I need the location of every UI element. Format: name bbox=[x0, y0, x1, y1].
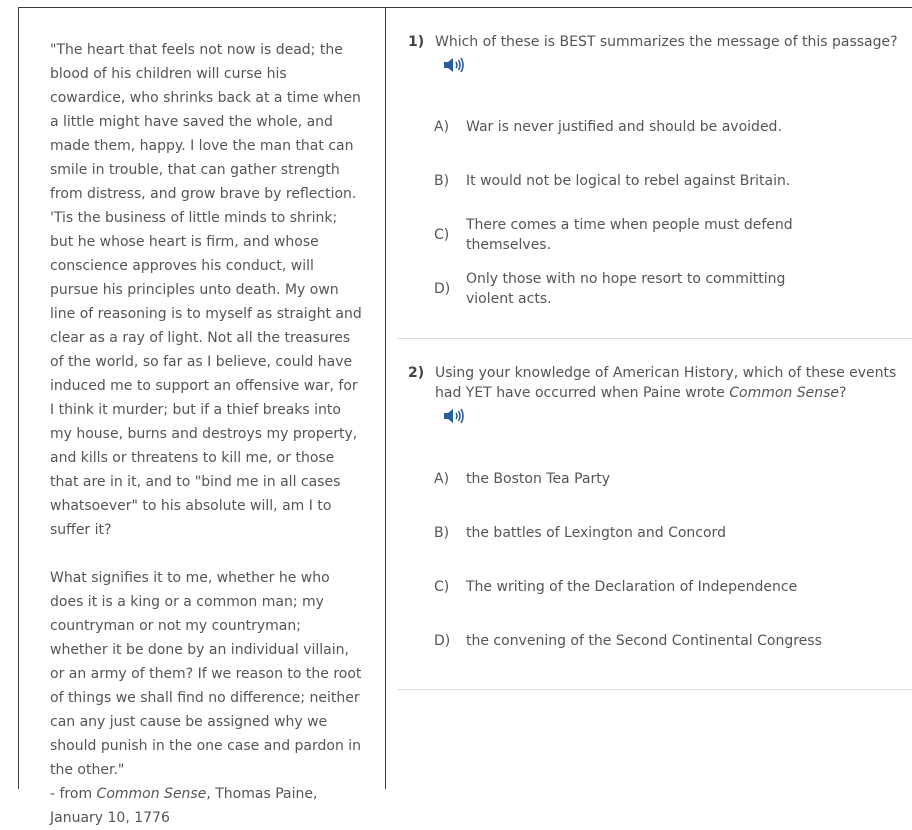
choice-letter: B) bbox=[434, 525, 450, 541]
question-1-choice-b[interactable] bbox=[434, 171, 826, 191]
choice-text: The writing of the Declaration of Independence bbox=[466, 579, 798, 595]
question-1-number: 1) bbox=[408, 34, 425, 50]
question-2-choice-b[interactable] bbox=[434, 523, 826, 543]
question-2-choice-d[interactable] bbox=[434, 631, 826, 651]
frame-left-border bbox=[18, 7, 19, 789]
question-2-text-main: Using your knowledge of American History, which of these events had YET have occurred when Paine wrote bbox=[435, 365, 897, 401]
pane-divider bbox=[385, 7, 386, 789]
passage-paragraph-2-text: What signifies it to me, whether he who does it is a king or a common man; my countryman or not my countryman; whether it be done by an individual villain, or an army of them? If we reason to the root of things we shall find no difference; neither can any just cause be assigned why we should punish in the one case and pardon in the other." bbox=[50, 570, 362, 778]
choice-text: the battles of Lexington and Concord bbox=[466, 525, 726, 541]
choice-letter: C) bbox=[434, 227, 450, 243]
question-2-text-italic: Common Sense bbox=[729, 385, 840, 401]
question-1-choice-c[interactable] bbox=[434, 215, 826, 255]
choice-text: Only those with no hope resort to committing violent acts. bbox=[466, 271, 786, 307]
speaker-icon[interactable] bbox=[442, 407, 464, 425]
passage-text bbox=[50, 38, 362, 830]
speaker-icon[interactable] bbox=[442, 56, 464, 74]
question-2-choice-a[interactable] bbox=[434, 469, 826, 489]
choice-text: There comes a time when people must defend themselves. bbox=[466, 217, 793, 253]
question-2-text bbox=[435, 363, 902, 403]
passage-source-suffix: , Thomas Paine, January 10, 1776 bbox=[50, 786, 318, 826]
question-2-text-end: ? bbox=[839, 385, 847, 401]
frame-top-border bbox=[18, 7, 912, 8]
question-1 bbox=[408, 32, 902, 74]
question-1-choice-d[interactable] bbox=[434, 269, 826, 309]
question-2 bbox=[408, 363, 902, 425]
question-1-choice-a[interactable] bbox=[434, 117, 826, 137]
question-1-text: Which of these is BEST summarizes the message of this passage? bbox=[435, 34, 898, 50]
choice-text: It would not be logical to rebel against Britain. bbox=[466, 173, 791, 189]
question-2-number: 2) bbox=[408, 365, 425, 381]
choice-letter: A) bbox=[434, 119, 450, 135]
question-separator bbox=[397, 338, 912, 339]
passage-source-prefix: - from bbox=[50, 786, 97, 802]
passage-source-title: Common Sense bbox=[96, 786, 207, 802]
choice-letter: A) bbox=[434, 471, 450, 487]
choice-letter: D) bbox=[434, 633, 451, 649]
choice-text: the convening of the Second Continental Congress bbox=[466, 633, 822, 649]
passage-paragraph-2 bbox=[50, 566, 362, 830]
choice-text: War is never justified and should be avoided. bbox=[466, 119, 782, 135]
choice-letter: D) bbox=[434, 281, 451, 297]
choice-text: the Boston Tea Party bbox=[466, 471, 611, 487]
choice-letter: B) bbox=[434, 173, 450, 189]
choice-letter: C) bbox=[434, 579, 450, 595]
passage-paragraph-1: "The heart that feels not now is dead; the blood of his children will curse his cowardice, who shrinks back at a time when a little might have saved the whole, and made them, happy. I love the man that can smile in trouble, that can gather strength from distress, and grow brave by reflection. 'Tis the business of little minds to shrink; but he whose heart is firm, and whose conscience approves his conduct, will pursue his principles unto death. My own line of reasoning is to myself as straight and clear as a ray of light. Not all the treasures of the world, so far as I believe, could have induced me to support an offensive war, for I think it murder; but if a thief breaks into my house, burns and destroys my property, and kills or threatens to kill me, or those that are in it, and to "bind me in all cases whatsoever" to his absolute will, am I to suffer it? bbox=[50, 42, 362, 538]
question-separator bbox=[397, 689, 912, 690]
question-2-choice-c[interactable] bbox=[434, 577, 826, 597]
